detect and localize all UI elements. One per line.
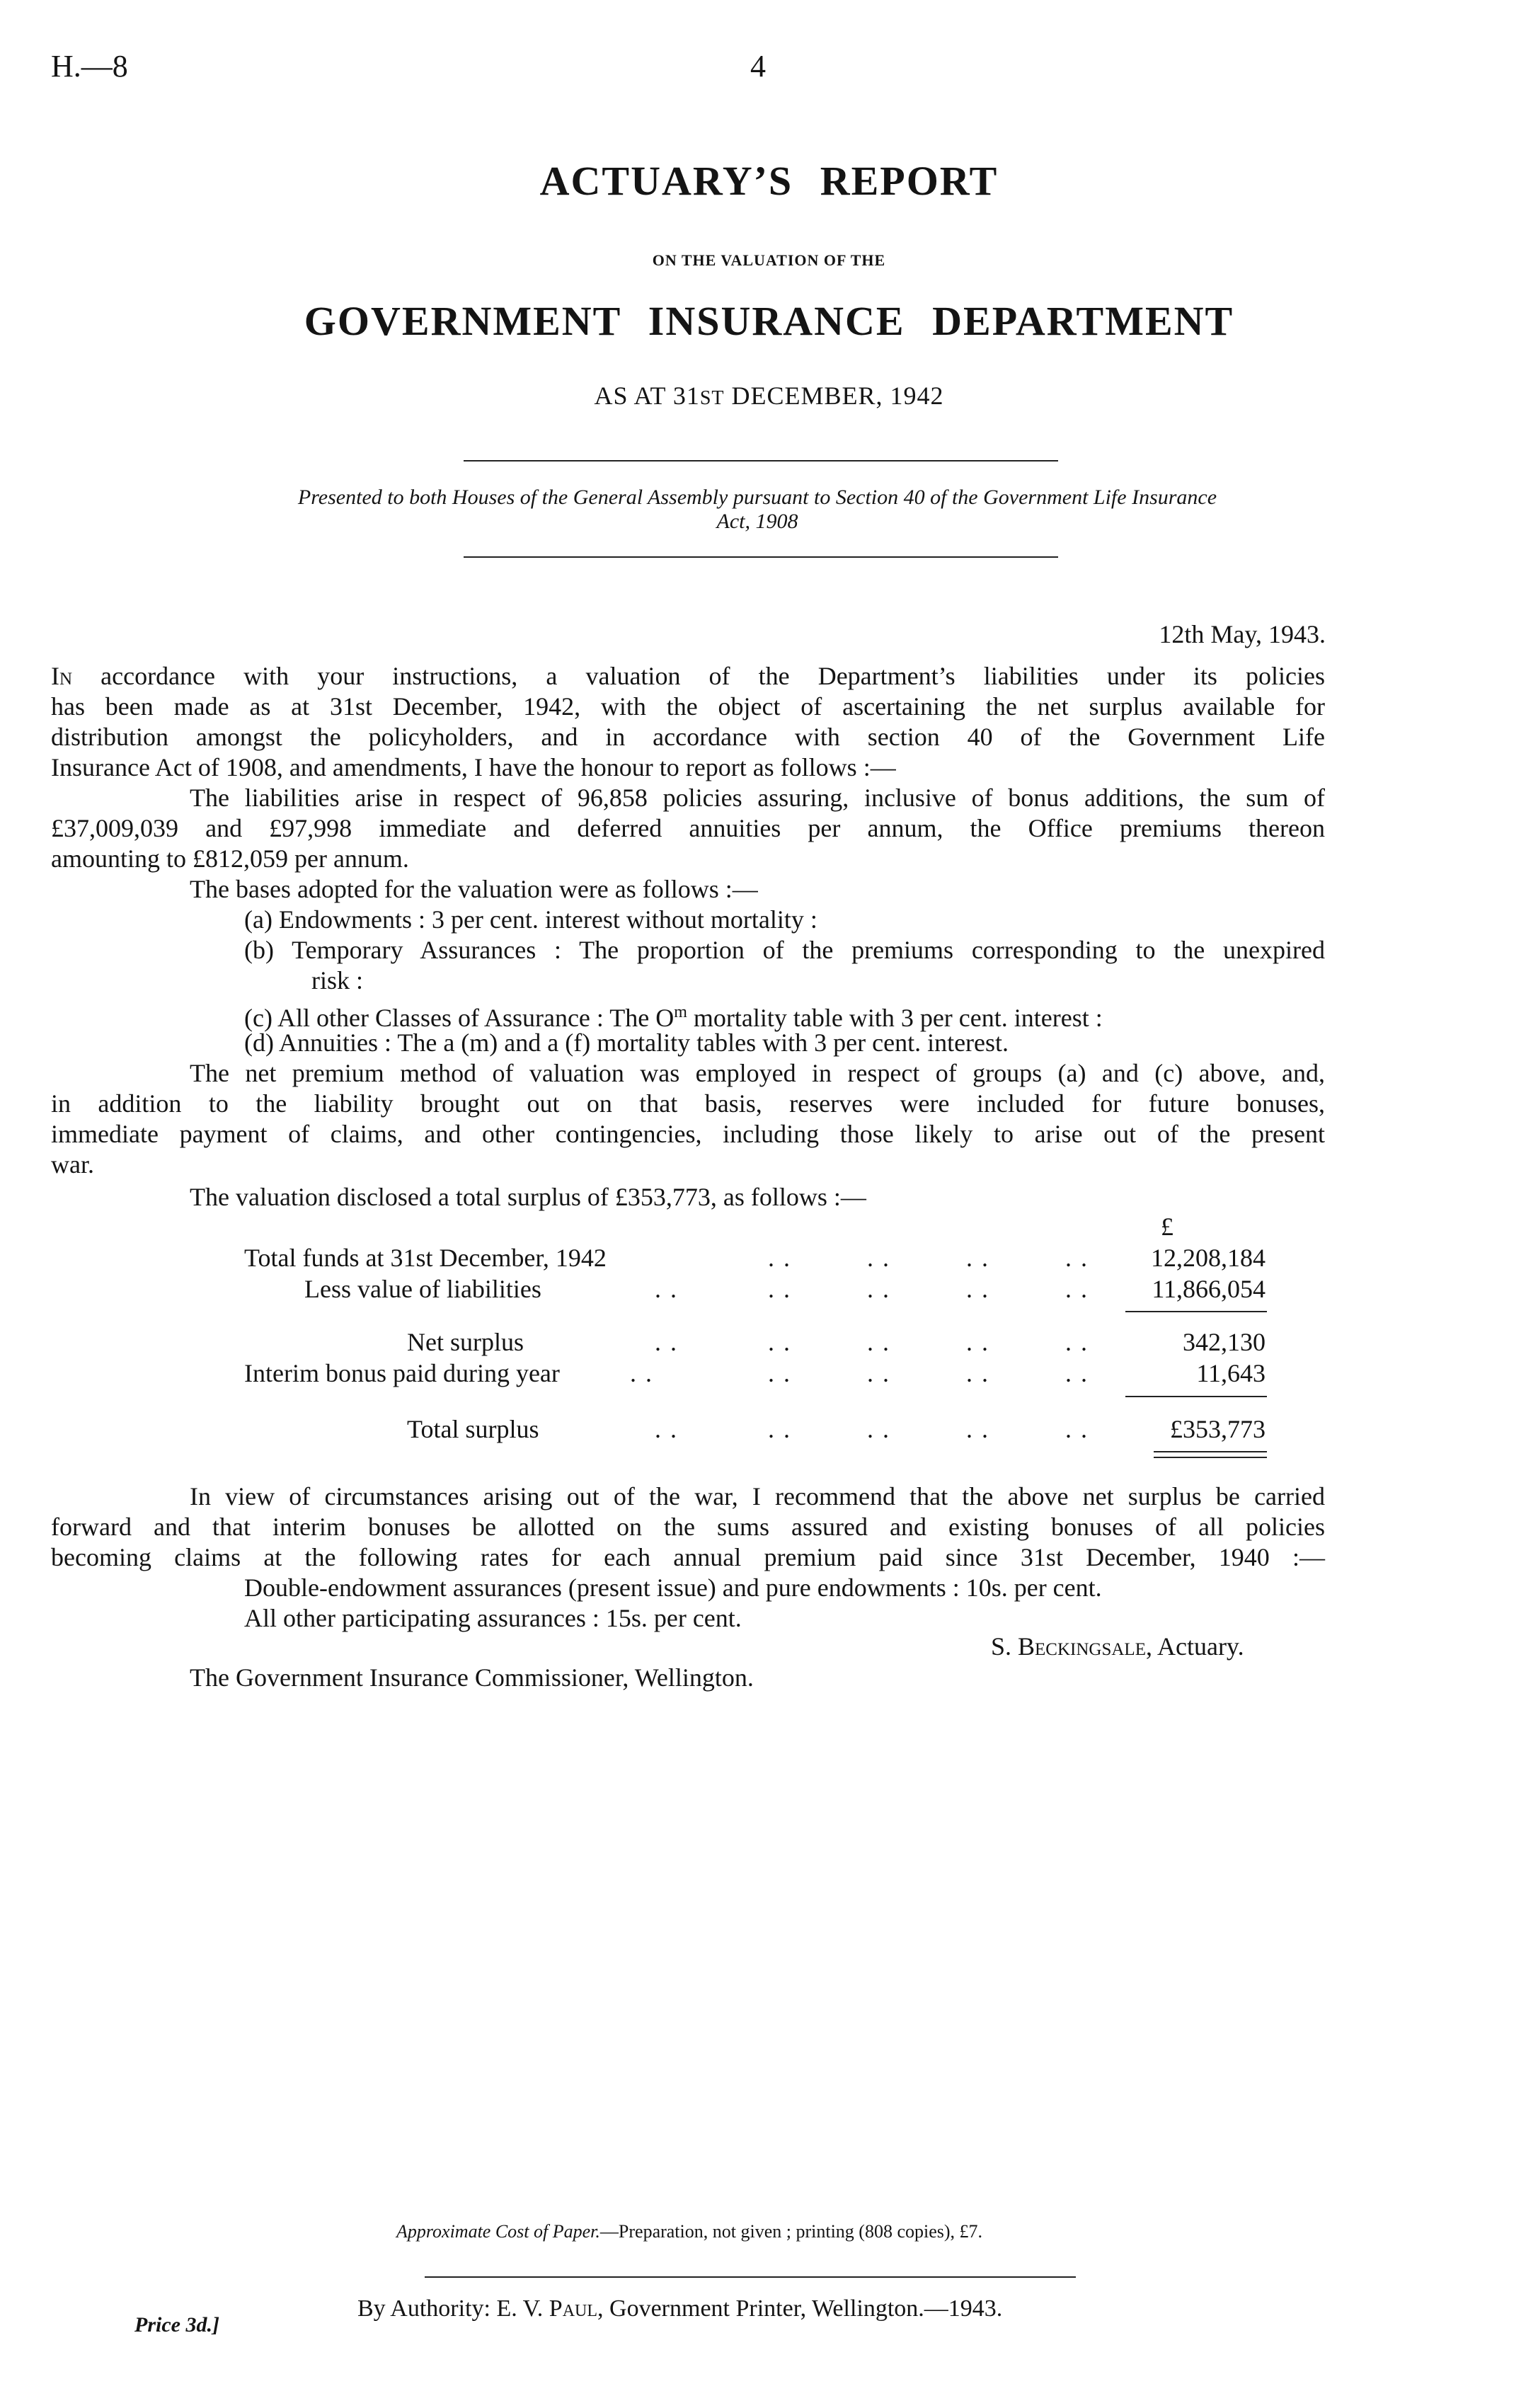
table-row-label: Total funds at 31st December, 1942 xyxy=(244,1244,607,1272)
signature: S. Beckingsale, Actuary. xyxy=(991,1632,1244,1661)
table-row-label: Interim bonus paid during year xyxy=(244,1359,560,1387)
surplus-intro: The valuation disclosed a total surplus of £353,773, as follows :— xyxy=(190,1183,866,1211)
table-row-value: 11,866,054 xyxy=(1152,1275,1266,1303)
table-row-value: 342,130 xyxy=(1183,1328,1266,1356)
report-title: ACTUARY’S REPORT xyxy=(539,158,999,204)
divider-top xyxy=(464,460,1058,461)
table-row-label: Total surplus xyxy=(407,1415,539,1443)
bases-intro: The bases adopted for the valuation were as follows :— xyxy=(190,875,758,903)
printer-authority: By Authority: E. V. Paul, Government Printer, Wellington.—1943. xyxy=(357,2295,1003,2322)
table-row-value: 11,643 xyxy=(1196,1359,1266,1387)
divider-footer xyxy=(425,2276,1076,2278)
presented-note: Presented to both Houses of the General Assembly pursuant to Section 40 of the Government Life Insurance Act, 1908 xyxy=(297,486,1217,533)
table-row-value: £353,773 xyxy=(1170,1415,1266,1443)
department-title: GOVERNMENT INSURANCE DEPARTMENT xyxy=(304,298,1234,344)
table-row-label: Less value of liabilities xyxy=(304,1275,541,1303)
document-reference: H.—8 xyxy=(51,49,128,84)
currency-symbol: £ xyxy=(1161,1212,1173,1241)
report-date: 12th May, 1943. xyxy=(1159,620,1326,648)
addressee: The Government Insurance Commissioner, Wellington. xyxy=(190,1663,754,1692)
page-number: 4 xyxy=(750,49,766,84)
cost-note: Approximate Cost of Paper.—Preparation, not given ; printing (808 copies), £7. xyxy=(396,2221,983,2242)
valuation-date: AS AT 31ST DECEMBER, 1942 xyxy=(594,382,944,410)
price: Price 3d.] xyxy=(134,2313,219,2337)
divider-bottom xyxy=(464,556,1058,558)
report-subtitle: ON THE VALUATION OF THE xyxy=(652,251,886,269)
table-row-label: Net surplus xyxy=(407,1328,524,1356)
table-row-value: 12,208,184 xyxy=(1151,1244,1266,1272)
